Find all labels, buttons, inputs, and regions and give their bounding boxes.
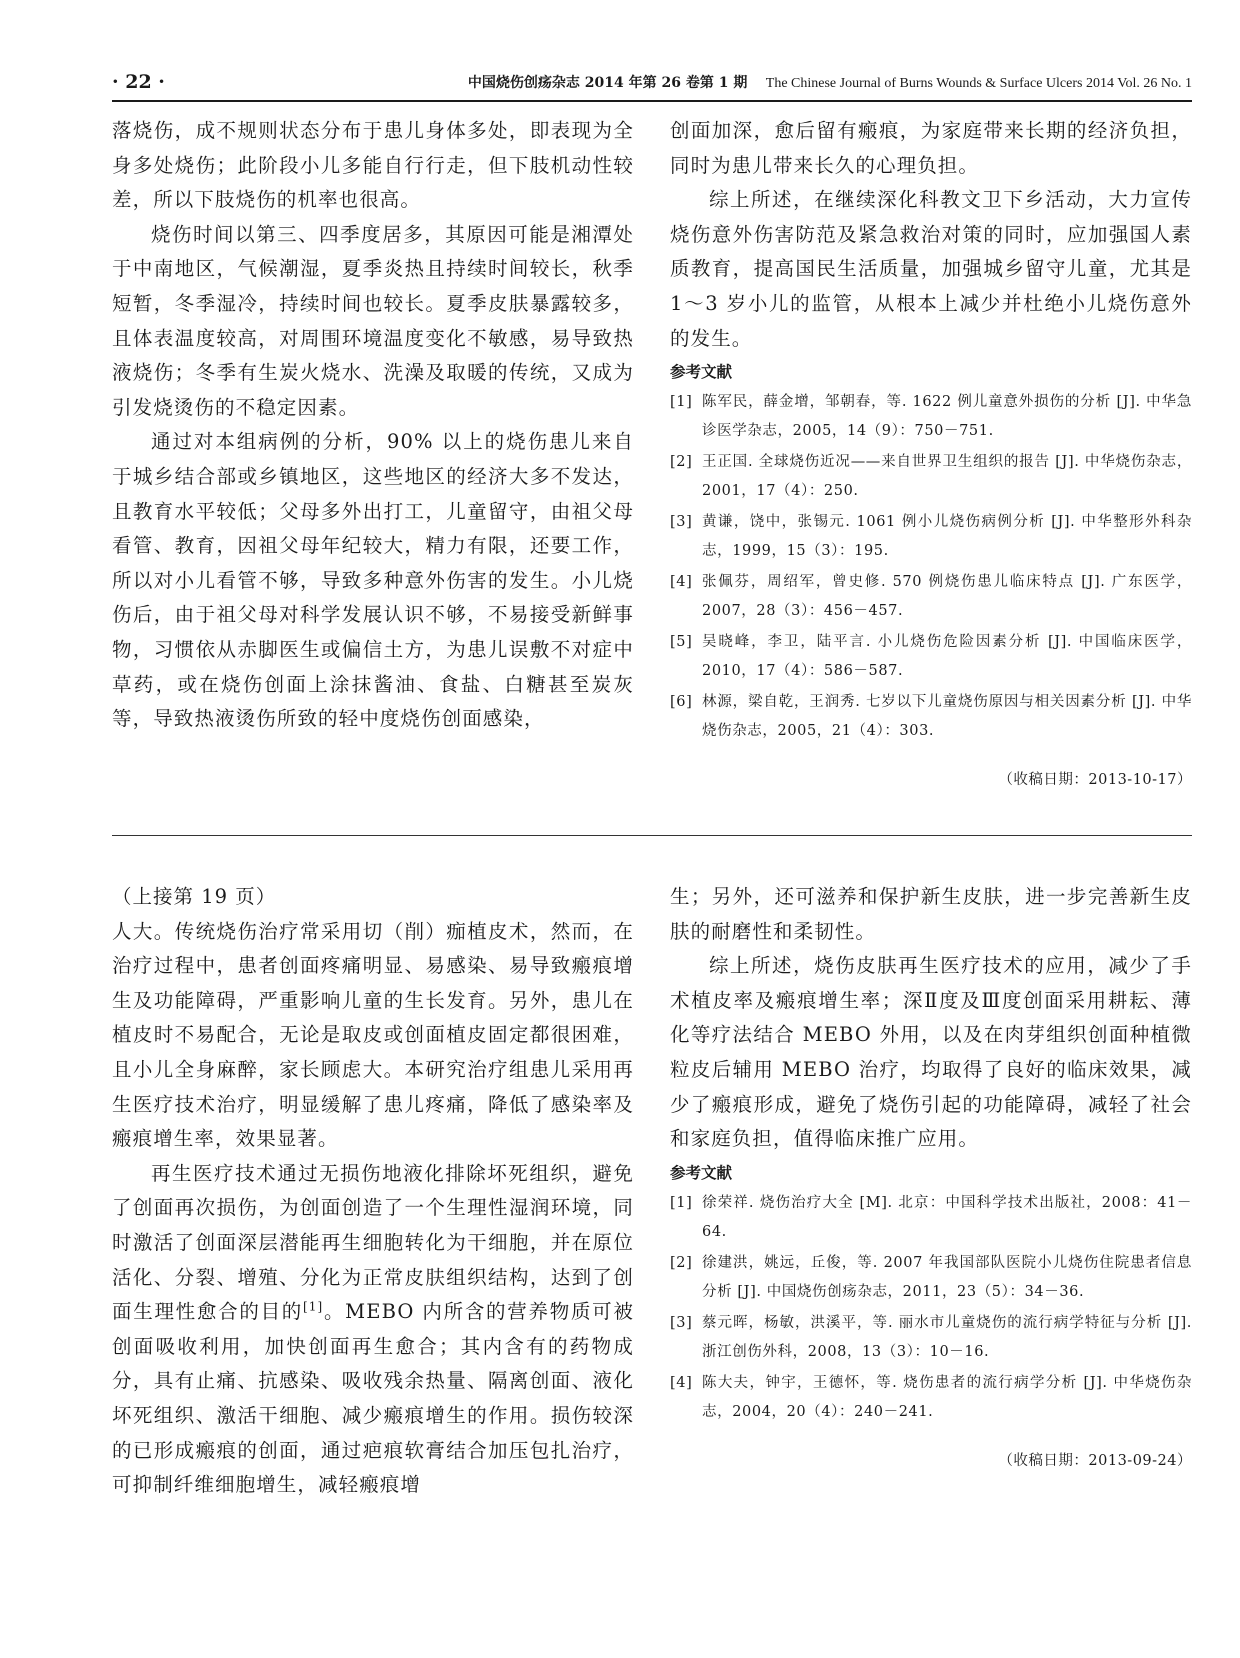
reference-text: 黄谦，饶中，张锡元. 1061 例小儿烧伤病例分析 [J]. 中华整形外科杂志，1999，15（3）：195. — [702, 514, 1192, 560]
reference-number: [3] — [670, 1314, 693, 1331]
body-text: 再生医疗技术通过无损伤地液化排除坏死组织，避免了创面再次损伤，为创面创造了一个生理性湿润环境，同时激活了创面深层潜能再生细胞转化为干细胞，并在原位活化、分裂、增殖、分化为正常皮肤组织结构，达到了创面生理性愈合的目的 — [112, 1161, 634, 1324]
reference-item — [670, 568, 1192, 626]
body-paragraph: 人大。传统烧伤治疗常采用切（削）痂植皮术，然而，在治疗过程中，患者创面疼痛明显、易感染、易导致瘢痕增生及功能障碍，严重影响儿童的生长发育。另外，患儿在植皮时不易配合，无论是取皮或创面植皮固定都很困难，且小儿全身麻醉，家长顾虑大。本研究治疗组患儿采用再生医疗技术治疗，明显缓解了患儿疼痛，降低了感染率及瘢痕增生率，效果显著。 — [112, 919, 634, 1151]
body-paragraph: 创面加深，愈后留有瘢痕，为家庭带来长期的经济负担，同时为患儿带来长久的心理负担。 — [670, 119, 1192, 177]
reference-item — [670, 688, 1192, 746]
reference-list — [670, 388, 1192, 746]
reference-number: [1] — [670, 1194, 693, 1211]
journal-title-cn: 中国烧伤创疡杂志 2014 年第 26 卷第 1 期 — [467, 75, 748, 91]
body-paragraph: 烧伤时间以第三、四季度居多，其原因可能是湘潭处于中南地区，气候潮湿，夏季炎热且持续时间较长，秋季短暂，冬季湿冷，持续时间也较长。夏季皮肤暴露较多，且体表温度较高，对周围环境温度变化不敏感，易导致热液烧伤；冬季有生炭火烧水、洗澡及取暖的传统，又成为引发烧烫伤的不稳定因素。 — [112, 222, 634, 419]
reference-item — [670, 508, 1192, 566]
continued-from-label: （上接第 19 页） — [112, 885, 277, 908]
references-heading: 参考文献 — [670, 1163, 733, 1182]
reference-item — [670, 628, 1192, 686]
article2-right-column — [670, 880, 1192, 1470]
body-text: 。MEBO 内所含的营养物质可被创面吸收利用，加快创面再生愈合；其内含有的药物成分，具有止痛、抗感染、吸收残余热量、隔离创面、液化坏死组织、激活干细胞、减少瘢痕增生的作用。损伤较深的已形成瘢痕的创面，通过疤痕软膏结合加压包扎治疗，可抑制纤维细胞增生，减轻瘢痕增 — [112, 1300, 634, 1497]
reference-text: 陈军民，薛金增，邹朝春，等. 1622 例儿童意外损伤的分析 [J]. 中华急诊医学杂志，2005，14（9）：750－751. — [702, 394, 1192, 440]
received-date: （收稿日期：2013-10-17） — [998, 772, 1192, 789]
reference-item — [670, 1369, 1192, 1427]
reference-text: 王正国. 全球烧伤近况——来自世界卫生组织的报告 [J]. 中华烧伤杂志，2001，17（4）：250. — [702, 454, 1192, 500]
reference-item — [670, 1189, 1192, 1247]
body-paragraph: 综上所述，在继续深化科教文卫下乡活动，大力宣传烧伤意外伤害防范及紧急救治对策的同时，应加强国人素质教育，提高国民生活质量，加强城乡留守儿童，尤其是 1～3 岁小儿的监管，从根本上减少并杜绝小儿烧伤意外的发生。 — [670, 188, 1192, 350]
reference-number: [4] — [670, 1374, 693, 1391]
reference-number: [6] — [670, 694, 693, 711]
reference-number: [1] — [670, 394, 693, 411]
reference-item — [670, 1249, 1192, 1307]
reference-number: [4] — [670, 574, 693, 591]
article1-left-column — [112, 114, 634, 737]
page-number: · 22 · — [112, 71, 165, 93]
reference-text: 徐建洪，姚远，丘俊，等. 2007 年我国部队医院小儿烧伤住院患者信息分析 [J]. 中国烧伤创疡杂志，2011，23（5）：34－36. — [702, 1254, 1192, 1300]
body-paragraph: 生；另外，还可滋养和保护新生皮肤，进一步完善新生皮肤的耐磨性和柔韧性。 — [670, 885, 1192, 943]
reference-item — [670, 448, 1192, 506]
reference-list — [670, 1189, 1192, 1427]
article1-right-column — [670, 114, 1192, 789]
running-header — [112, 64, 1192, 102]
journal-title-en: The Chinese Journal of Burns Wounds & Surface Ulcers 2014 Vol. 26 No. 1 — [765, 76, 1192, 91]
reference-text: 蔡元晖，杨敏，洪溪平，等. 丽水市儿童烧伤的流行病学特征与分析 [J]. 浙江创伤外科，2008，13（3）：10－16. — [702, 1314, 1192, 1360]
reference-number: [5] — [670, 634, 693, 651]
references-heading: 参考文献 — [670, 363, 733, 382]
journal-citation — [468, 72, 1192, 92]
article-divider — [112, 835, 1192, 836]
reference-number: [2] — [670, 1254, 693, 1271]
reference-item — [670, 388, 1192, 446]
reference-number: [2] — [670, 454, 693, 471]
reference-text: 吴晓峰，李卫，陆平言. 小儿烧伤危险因素分析 [J]. 中国临床医学，2010，17（4）：586－587. — [702, 634, 1192, 680]
reference-text: 陈大夫，钟宇，王德怀，等. 烧伤患者的流行病学分析 [J]. 中华烧伤杂志，2004，20（4）：240－241. — [702, 1374, 1192, 1420]
reference-text: 张佩芬，周绍军，曾史修. 570 例烧伤患儿临床特点 [J]. 广东医学，2007，28（3）：456－457. — [702, 574, 1192, 620]
citation-marker: [1] — [303, 1299, 324, 1314]
body-paragraph-mebo — [112, 1157, 634, 1503]
body-paragraph: 落烧伤，成不规则状态分布于患儿身体多处，即表现为全身多处烧伤；此阶段小儿多能自行行走，但下肢机动性较差，所以下肢烧伤的机率也很高。 — [112, 119, 634, 212]
received-date: （收稿日期：2013-09-24） — [998, 1452, 1192, 1469]
article2-left-column — [112, 880, 634, 1503]
body-paragraph: 综上所述，烧伤皮肤再生医疗技术的应用，减少了手术植皮率及瘢痕增生率；深Ⅱ度及Ⅲ度创面采用耕耘、薄化等疗法结合 MEBO 外用，以及在肉芽组织创面种植微粒皮后辅用 MEBO 治疗，均取得了良好的临床效果，减少了瘢痕形成，避免了烧伤引起的功能障碍，减轻了社会和家庭负担，值得临床推广应用。 — [670, 954, 1192, 1151]
body-paragraph: 通过对本组病例的分析，90% 以上的烧伤患儿来自于城乡结合部或乡镇地区，这些地区的经济大多不发达，且教育水平较低；父母多外出打工，儿童留守，由祖父母看管、教育，因祖父母年纪较大，精力有限，还要工作，所以对小儿看管不够，导致多种意外伤害的发生。小儿烧伤后，由于祖父母对科学发展认识不够，不易接受新鲜事物，习惯依从赤脚医生或偏信土方，为患儿误敷不对症中草药，或在烧伤创面上涂抹酱油、食盐、白糖甚至炭灰等，导致热液烫伤所致的轻中度烧伤创面感染， — [112, 430, 634, 731]
reference-item — [670, 1309, 1192, 1367]
reference-number: [3] — [670, 514, 693, 531]
reference-text: 林源，梁自乾，王润秀. 七岁以下儿童烧伤原因与相关因素分析 [J]. 中华烧伤杂志，2005，21（4）：303. — [702, 694, 1192, 740]
reference-text: 徐荣祥. 烧伤治疗大全 [M]. 北京：中国科学技术出版社，2008：41－64. — [702, 1194, 1192, 1240]
